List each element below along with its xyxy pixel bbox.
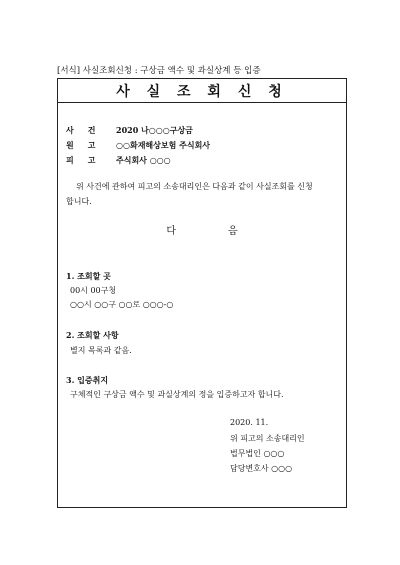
party-role: 피고: [66, 155, 110, 165]
party-plaintiff: [66, 140, 210, 151]
next-heading-char: 다: [166, 226, 176, 237]
document-frame: [57, 78, 347, 508]
party-value: ○○화재해상보험 주식회사: [116, 140, 211, 150]
section-heading-1: 1. 조회할 곳: [66, 271, 111, 281]
party-value: 주식회사 ○○○: [116, 155, 171, 165]
closing-line-3: 담당변호사 ○○○: [230, 464, 293, 473]
next-heading: [58, 222, 346, 237]
intro-line-1: 위 사건에 관하여 피고의 소송대리인은 다음과 같이 사실조회를 신청: [76, 182, 313, 191]
party-value: 2020 나○○○구상금: [116, 125, 193, 135]
section-2-line-1: 별지 목록과 같음.: [70, 346, 132, 355]
closing-date: 2020. 11.: [230, 418, 269, 427]
party-role: 사건: [66, 125, 110, 135]
title-box: [58, 79, 346, 103]
party-case: [66, 125, 193, 136]
form-caption: [서식] 사실조회신청 : 구상금 액수 및 과실상계 등 입증: [57, 66, 261, 76]
party-defendant: [66, 155, 171, 166]
closing-line-1: 위 피고의 소송대리인: [230, 434, 305, 443]
intro-line-2: 합니다.: [66, 197, 92, 206]
section-3-line-1: 구체적인 구상금 액수 및 과실상계의 정을 입증하고자 합니다.: [70, 390, 284, 399]
closing-line-2: 법무법인 ○○○: [230, 449, 285, 458]
section-1-line-1: 00시 00구청: [70, 286, 117, 295]
document-title: 사 실 조 회 신 청: [116, 83, 288, 100]
section-1-line-2: ○○시 ○○구 ○○로 ○○○-○: [70, 300, 174, 309]
section-heading-2: 2. 조회할 사항: [66, 330, 119, 340]
next-heading-char: 음: [228, 226, 238, 237]
section-heading-3: 3. 입증취지: [66, 375, 109, 385]
party-role: 원고: [66, 140, 110, 150]
